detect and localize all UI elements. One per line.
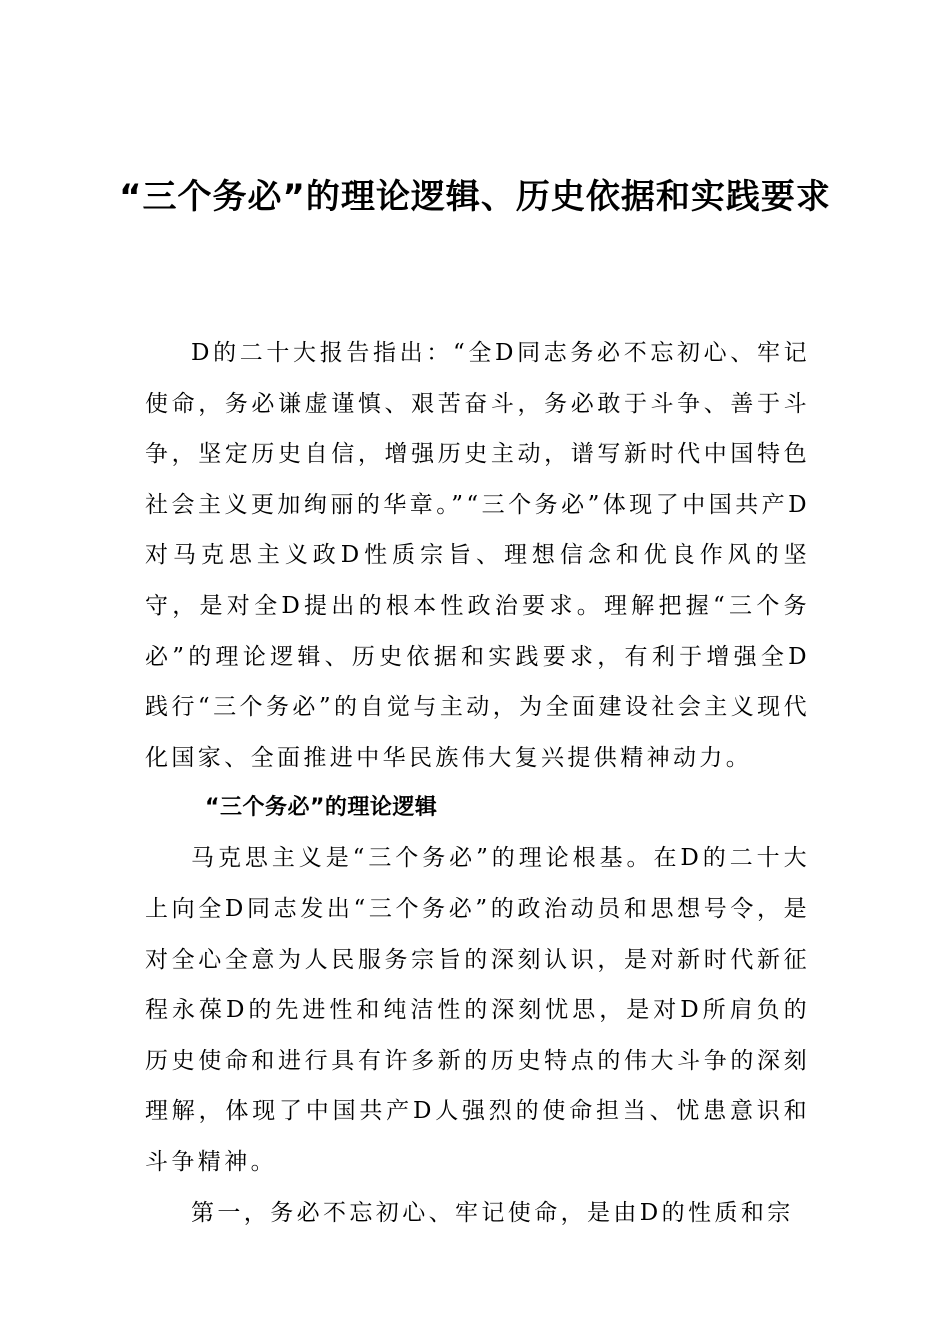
section-paragraph-2: 第一，务必不忘初心、牢记使命，是由D的性质和宗 [191, 1199, 794, 1226]
section-heading: “三个务必”的理论逻辑 [205, 795, 438, 821]
document-body [145, 328, 810, 1238]
intro-paragraph: D的二十大报告指出：“全D同志务必不忘初心、牢记使命，务必谦虚谨慎、艰苦奋斗，务必敢于斗争、善于斗争，坚定历史自信，增强历史主动，谱写新时代中国特色社会主义更加绚丽的华章。”“三个务必”体现了中国共产D对马克思主义政D性质宗旨、理想信念和优良作风的坚守，是对全D提出的根本性政治要求。理解把握“三个务必”的理论逻辑、历史依据和实践要求，有利于增强全D践行“三个务必”的自觉与主动，为全面建设社会主义现代化国家、全面推进中华民族伟大复兴提供精神动力。 [145, 340, 810, 771]
section-paragraph-1: 马克思主义是“三个务必”的理论根基。在D的二十大上向全D同志发出“三个务必”的政治动员和思想号令，是对全心全意为人民服务宗旨的深刻认识，是对新时代新征程永葆D的先进性和纯洁性的深刻忧思，是对D所肩负的历史使命和进行具有许多新的历史特点的伟大斗争的深刻理解，体现了中国共产D人强烈的使命担当、忧患意识和斗争精神。 [145, 845, 810, 1175]
document-title: “三个务必”的理论逻辑、历史依据和实践要求 [119, 177, 831, 217]
